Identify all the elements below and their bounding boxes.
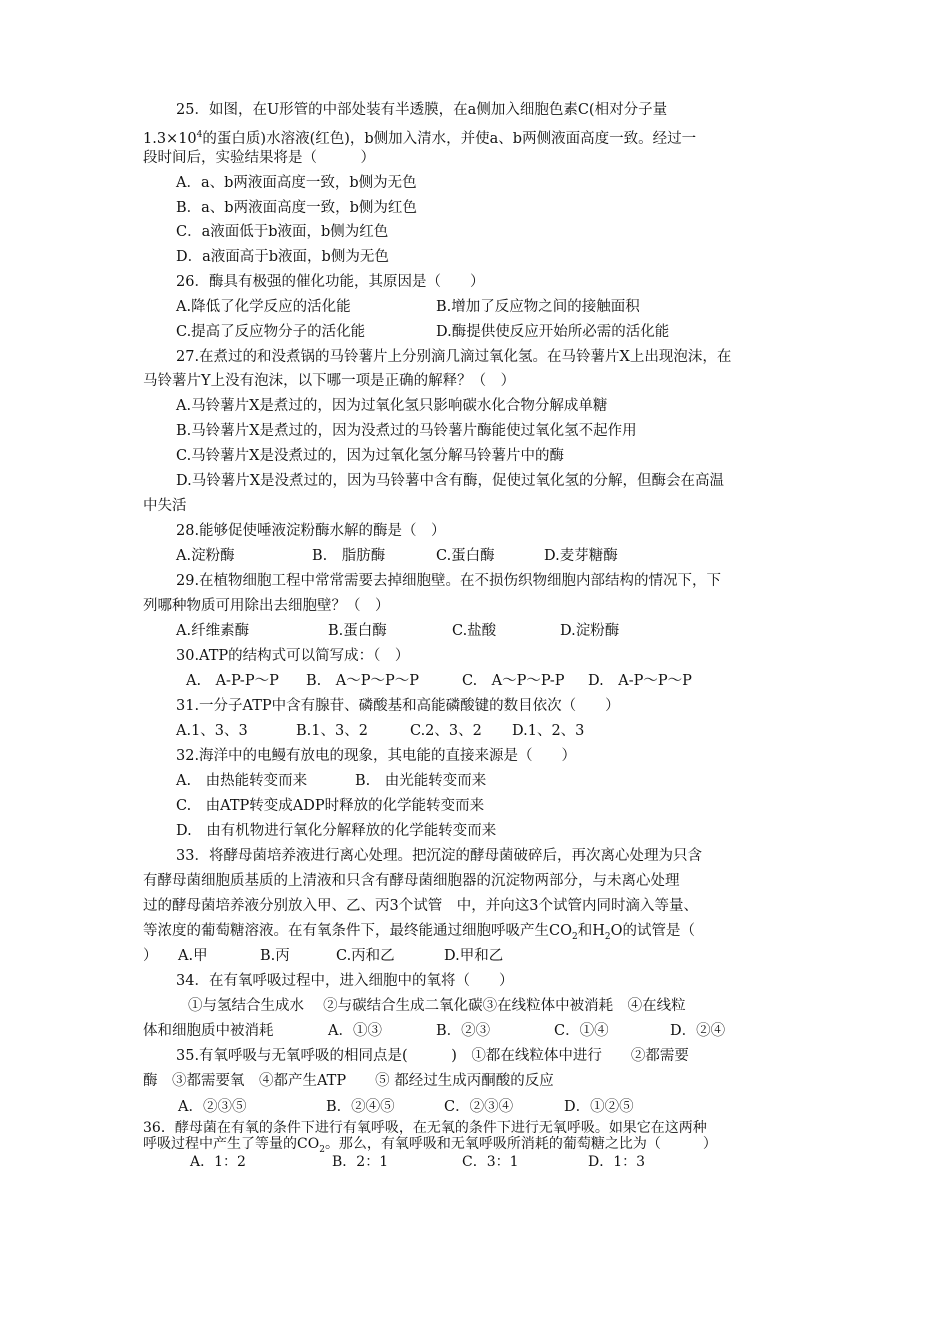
- q32-option-b: B. 由光能转变而来: [355, 773, 487, 789]
- q35-option-c: C．②③④: [444, 1099, 514, 1115]
- q30-stem: 30.ATP的结构式可以简写成：（ ）: [176, 648, 410, 664]
- q29-option-a: A.纤维素酶: [176, 623, 250, 639]
- q33-stem-line-5: ）: [143, 948, 158, 964]
- q36-stem-line-1: 36．酵母菌在有氧的条件下进行有氧呼吸，在无氧的条件下进行无氧呼吸。如果它在这两种: [143, 1120, 707, 1136]
- q32-option-a: A. 由热能转变而来: [176, 773, 308, 789]
- q27-option-b: B.马铃薯片X是煮过的，因为没煮过的马铃薯片酶能使过氧化氢不起作用: [176, 423, 637, 439]
- q32-stem: 32.海洋中的电鳗有放电的现象，其电能的直接来源是（ ）: [176, 748, 577, 764]
- q33-option-b: B.丙: [260, 948, 290, 964]
- q26-option-c: C.提高了反应物分子的活化能: [176, 324, 366, 340]
- q25-stem-line-1: 25．如图，在U形管的中部处装有半透膜，在a侧加入细胞色素C(相对分子量: [176, 102, 668, 118]
- q36-option-b: B．2：1: [332, 1154, 389, 1170]
- q32-option-d: D. 由有机物进行氧化分解释放的化学能转变而来: [176, 823, 497, 839]
- q29-stem-line-2: 列哪种物质可用除出去细胞壁？（ ）: [143, 598, 390, 614]
- q33-stem-line-4: 等浓度的葡萄糖溶液。在有氧条件下，最终能通过细胞呼吸产生$CO_2$和$H_2O$的试管是（: [143, 923, 695, 942]
- q35-option-d: D．①②⑤: [564, 1099, 634, 1115]
- q35-stem-line-2: 酶 ③都需要氧 ④都产生ATP ⑤ 都经过生成丙酮酸的反应: [143, 1073, 554, 1089]
- q27-stem-line-2: 马铃薯片Y上没有泡沫，以下哪一项是正确的解释？（ ）: [143, 373, 516, 389]
- q27-option-d-line-2: 中失活: [143, 498, 187, 514]
- q25-option-d: D．a液面高于b液面，b侧为无色: [176, 249, 389, 265]
- q26-stem: 26．酶具有极强的催化功能，其原因是（ ）: [176, 274, 485, 290]
- q36-option-d: D．1：3: [588, 1154, 646, 1170]
- q33-option-d: D.甲和乙: [444, 948, 504, 964]
- q31-stem: 31.一分子ATP中含有腺苷、磷酸基和高能磷酸键的数目依次（ ）: [176, 698, 620, 714]
- q28-stem: 28.能够促使唾液淀粉酶水解的酶是（ ）: [176, 523, 446, 539]
- q29-stem-line-1: 29.在植物细胞工程中常常需要去掉细胞壁。在不损伤织物细胞内部结构的情况下，下: [176, 573, 722, 589]
- q25-stem-line-2: $1.3\times 10^4$的蛋白质)水溶液(红色)，b侧加入清水，并使a、b两侧液面高度一致。经过一: [143, 130, 697, 147]
- q36-option-c: C．3：1: [462, 1154, 519, 1170]
- q27-option-d-line-1: D.马铃薯片X是没煮过的，因为马铃薯中含有酶，促使过氧化氢的分解，但酶会在高温: [176, 473, 725, 489]
- q34-option-d: D．②④: [670, 1023, 726, 1039]
- q30-option-a: A. A-P-P～P: [186, 673, 279, 689]
- q31-option-a: A.1、3、3: [176, 723, 248, 739]
- q29-option-d: D.淀粉酶: [560, 623, 620, 639]
- q31-option-d: D.1、2、3: [512, 723, 585, 739]
- q35-stem-line-1: 35.有氧呼吸与无氧呼吸的相同点是( ) ①都在线粒体中进行 ②都需要: [176, 1048, 689, 1064]
- q31-option-c: C.2、3、2: [410, 723, 482, 739]
- q30-option-b: B. A～P～P～P: [306, 673, 420, 689]
- q26-option-d: D.酶提供使反应开始所必需的活化能: [436, 324, 670, 340]
- q26-option-a: A.降低了化学反应的活化能: [176, 299, 351, 315]
- q25-option-c: C．a液面低于b液面，b侧为红色: [176, 224, 389, 240]
- q30-option-c: C. A～P～P-P: [462, 673, 565, 689]
- q27-option-c: C.马铃薯片X是没煮过的，因为过氧化氢分解马铃薯片中的酶: [176, 448, 565, 464]
- q34-option-b: B．②③: [436, 1023, 491, 1039]
- q33-stem-line-1: 33．将酵母菌培养液进行离心处理。把沉淀的酵母菌破碎后，再次离心处理为只含: [176, 848, 702, 864]
- q25-stem-line-3: 段时间后，实验结果将是（ ）: [143, 150, 375, 166]
- q27-stem-line-1: 27.在煮过的和没煮锅的马铃薯片上分别滴几滴过氧化氢。在马铃薯片X上出现泡沫，在: [176, 349, 732, 365]
- q33-option-a: A.甲: [178, 948, 208, 964]
- q32-option-c: C. 由ATP转变成ADP时释放的化学能转变而来: [176, 798, 485, 814]
- q28-option-a: A.淀粉酶: [176, 548, 235, 564]
- q28-option-b: B. 脂肪酶: [312, 548, 386, 564]
- q28-option-d: D.麦芽糖酶: [544, 548, 618, 564]
- q35-option-b: B．②④⑤: [326, 1099, 395, 1115]
- q34-stem: 34．在有氧呼吸过程中，进入细胞中的氧将（ ）: [176, 973, 514, 989]
- q33-option-c: C.丙和乙: [336, 948, 395, 964]
- q25-option-b: B．a、b两液面高度一致，b侧为红色: [176, 200, 417, 216]
- q26-option-b: B.增加了反应物之间的接触面积: [436, 299, 640, 315]
- q34-statements-line-2: 体和细胞质中被消耗: [143, 1023, 274, 1039]
- q31-option-b: B.1、3、2: [296, 723, 368, 739]
- q27-option-a: A.马铃薯片X是煮过的，因为过氧化氢只影响碳水化合物分解成单糖: [176, 398, 608, 414]
- q33-stem-line-3: 过的酵母菌培养液分别放入甲、乙、丙3个试管 中，并向这3个试管内同时滴入等量、: [143, 898, 698, 914]
- q25-option-a: A．a、b两液面高度一致，b侧为无色: [176, 175, 417, 191]
- q34-option-a: A．①③: [328, 1023, 382, 1039]
- q29-option-c: C.盐酸: [452, 623, 497, 639]
- q30-option-d: D. A-P～P～P: [588, 673, 692, 689]
- q35-option-a: A．②③⑤: [178, 1099, 247, 1115]
- q28-option-c: C.蛋白酶: [436, 548, 495, 564]
- q36-option-a: A．1：2: [190, 1154, 246, 1170]
- q34-option-c: C．①④: [554, 1023, 609, 1039]
- q29-option-b: B.蛋白酶: [328, 623, 387, 639]
- q36-stem-line-2: 呼吸过程中产生了等量的$CO_2$。那么，有氧呼吸和无氧呼吸所消耗的葡萄糖之比为（ ）: [143, 1136, 717, 1155]
- q34-statements-line-1: ①与氢结合生成水 ②与碳结合生成二氧化碳③在线粒体中被消耗 ④在线粒: [188, 998, 686, 1014]
- q33-stem-line-2: 有酵母菌细胞质基质的上清液和只含有酵母菌细胞器的沉淀物两部分，与未离心处理: [143, 873, 680, 889]
